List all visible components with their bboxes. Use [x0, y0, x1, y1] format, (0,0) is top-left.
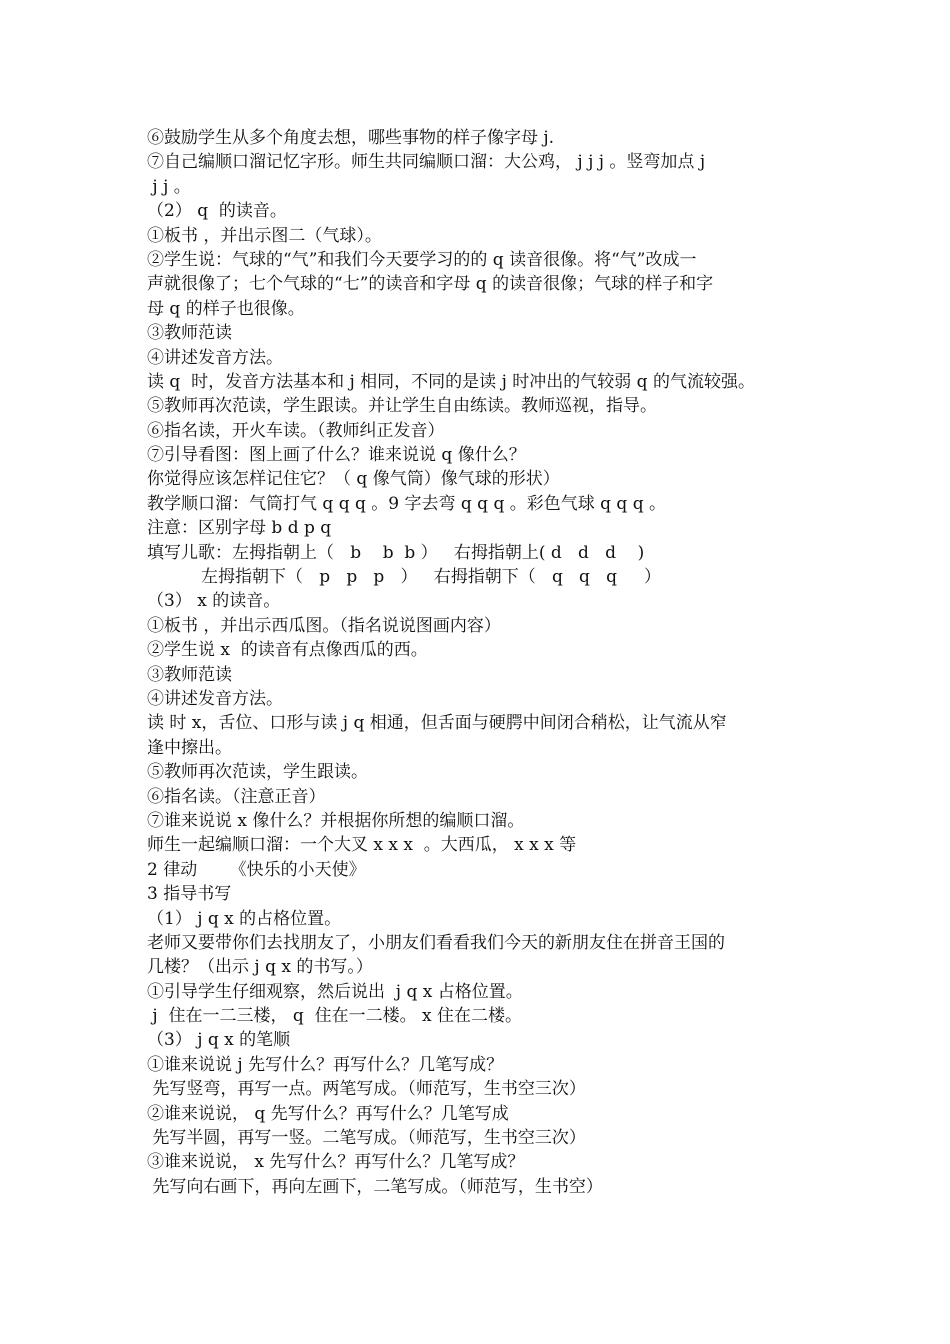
text-line: ⑤教师再次范读，学生跟读。并让学生自由练读。教师巡视，指导。 — [147, 396, 657, 417]
text-line: （2） q 的读音。 — [147, 201, 287, 222]
text-line: 先写半圆，再写一竖。二笔写成。（师范写，生书空三次） — [147, 1128, 586, 1149]
text-line: ⑦引导看图：图上画了什么？谁来说说 q 像什么？ — [147, 445, 526, 466]
text-line: 先写向右画下，再向左画下，二笔写成。（师范写，生书空） — [147, 1176, 603, 1197]
text-line: 3 指导书写 — [147, 884, 232, 905]
text-line: 教学顺口溜：气筒打气 q q q 。9 字去弯 q q q 。彩色气球 q q q 。 — [147, 493, 667, 514]
document-body — [147, 126, 847, 1199]
text-line: ⑤教师再次范读，学生跟读。 — [147, 762, 368, 783]
text-line: （3） j q x 的笔顺 — [147, 1030, 291, 1051]
text-line: ⑦自己编顺口溜记忆字形。师生共同编顺口溜：大公鸡， j j j 。竖弯加点 j — [147, 152, 706, 173]
text-line: ④讲述发音方法。 — [147, 347, 283, 368]
text-line: 老师又要带你们去找朋友了，小朋友们看看我们今天的新朋友住在拼音王国的 — [147, 932, 725, 953]
text-line: ③谁来说说， x 先写什么？再写什么？几笔写成？ — [147, 1152, 525, 1173]
text-line: 左拇指朝下（ p p p ） 右拇指朝下（ q q q ） — [147, 567, 662, 588]
text-line: ②谁来说说， q 先写什么？再写什么？几笔写成 — [147, 1103, 509, 1124]
text-line: 声就很像了；七个气球的“七”的读音和字母 q 的读音很像；气球的样子和字 — [147, 274, 714, 295]
text-line: ①引导学生仔细观察，然后说出 j q x 占格位置。 — [147, 981, 523, 1002]
text-line: ⑥指名读，开火车读。（教师纠正发音） — [147, 420, 445, 441]
text-line: ①谁来说说 j 先写什么？再写什么？几笔写成？ — [147, 1054, 504, 1075]
text-line: 读 q 时，发音方法基本和 j 相同，不同的是读 j 时冲出的气较弱 q 的气流较强。 — [147, 371, 755, 392]
text-line: 先写竖弯，再写一点。两笔写成。（师范写，生书空三次） — [147, 1079, 586, 1100]
text-line: 几楼？（出示 j q x 的书写。） — [147, 957, 373, 978]
text-line: j j 。 — [147, 176, 191, 197]
text-line: 读 时 x，舌位、口形与读 j q 相通，但舌面与硬腭中间闭合稍松，让气流从窄 — [147, 713, 727, 734]
text-line: ⑥鼓励学生从多个角度去想，哪些事物的样子像字母 j. — [147, 128, 555, 148]
text-line: ①板书 ，并出示西瓜图。（指名说说图画内容） — [147, 615, 501, 636]
text-line: 你觉得应该怎样记住它？（ q 像气筒）像气球的形状） — [147, 469, 560, 490]
text-line: ⑥指名读。（注意正音） — [147, 786, 326, 807]
text-line: 母 q 的样子也很像。 — [147, 298, 305, 319]
text-line: （1） j q x 的占格位置。 — [147, 908, 342, 929]
text-line: ②学生说：气球的“气”和我们今天要学习的的 q 读音很像。将“气”改成一 — [147, 249, 697, 270]
text-line: ④讲述发音方法。 — [147, 688, 283, 709]
text-line: ⑦谁来说说 x 像什么？并根据你所想的编顺口溜。 — [147, 810, 525, 831]
text-line: 师生一起编顺口溜：一个大叉 x x x 。大西瓜， x x x 等 — [147, 835, 577, 856]
text-line: 填写儿歌：左拇指朝上（ b b b ） 右拇指朝上( d d d ) — [147, 542, 645, 563]
text-line: ③教师范读 — [147, 664, 232, 685]
text-line: 2 律动 《快乐的小天使》 — [147, 859, 366, 880]
text-line: ③教师范读 — [147, 323, 232, 344]
text-line: 逢中擦出。 — [147, 737, 232, 758]
text-line: ①板书 ，并出示图二（气球）。 — [147, 225, 382, 246]
text-line: j 住在一二三楼， q 住在一二楼。 x 住在二楼。 — [147, 1006, 522, 1027]
text-line: （3） x 的读音。 — [147, 591, 281, 612]
text-line: ②学生说 x 的读音有点像西瓜的西。 — [147, 640, 428, 661]
text-line: 注意：区别字母 b d p q — [147, 518, 332, 539]
